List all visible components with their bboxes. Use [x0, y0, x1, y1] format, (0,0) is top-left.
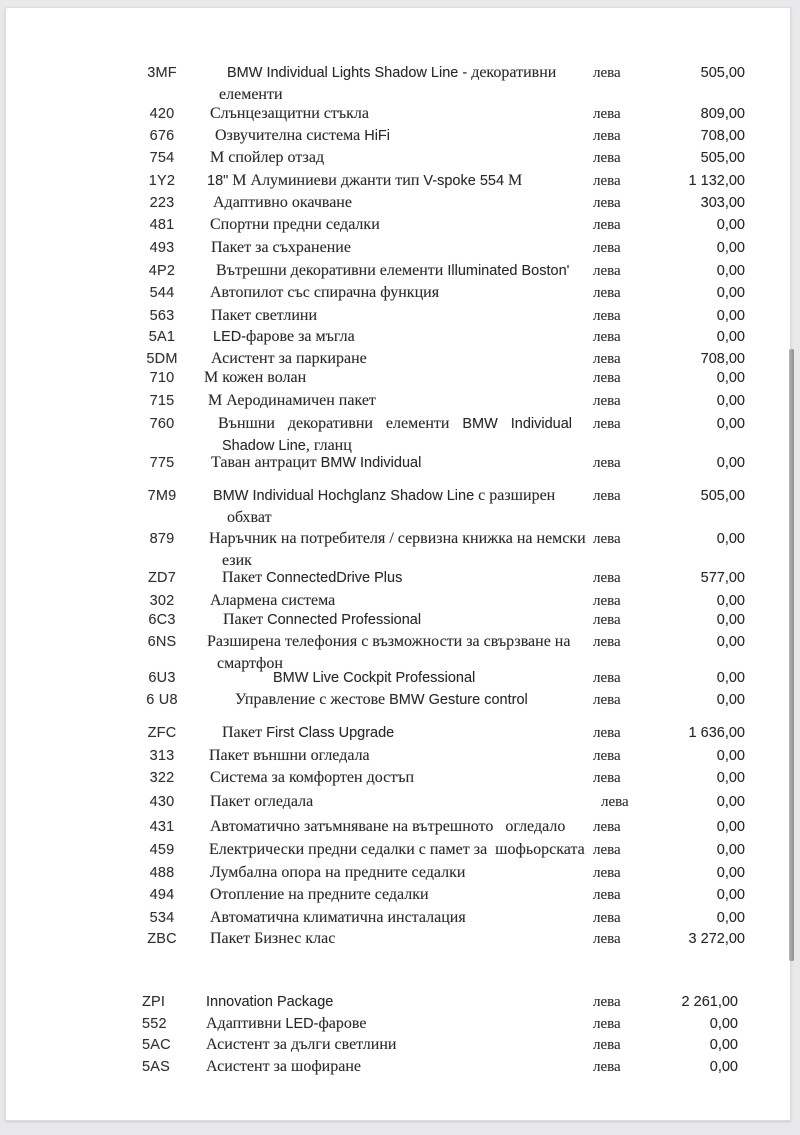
option-price: 0,00: [716, 240, 745, 256]
cyrillic-text-run: Пакет за съхранение: [211, 239, 351, 256]
latin-text-run: Shadow Line: [222, 438, 306, 454]
option-description: [210, 452, 594, 474]
latin-text-run: HiFi: [364, 128, 390, 144]
option-description: [210, 147, 594, 169]
cyrillic-text-run: с разширен: [474, 487, 556, 504]
option-price: 0,00: [716, 285, 745, 301]
currency-label: лева: [593, 106, 621, 122]
currency-label: лева: [593, 593, 621, 609]
currency-label: лева: [593, 842, 621, 858]
currency-label: лева: [593, 308, 621, 324]
cyrillic-text-run: , гланц: [305, 437, 352, 454]
cyrillic-text-run: Таван антрацит: [211, 454, 321, 471]
option-description-line: [227, 62, 594, 84]
cyrillic-text-run: Пакет: [222, 569, 267, 586]
cyrillic-text-run: език: [222, 552, 252, 569]
option-description-line: [209, 745, 594, 767]
option-code: 5AS: [142, 1059, 171, 1075]
option-description-line: [218, 413, 572, 435]
option-description: [206, 1013, 594, 1035]
option-price: 505,00: [700, 150, 745, 166]
cyrillic-text-run: Озвучителна система: [215, 127, 365, 144]
cyrillic-text-run: Пакет огледала: [210, 793, 314, 810]
option-code: 223: [149, 195, 175, 211]
option-code: 4P2: [148, 263, 176, 279]
option-description-line: [215, 125, 594, 147]
option-description-line: [227, 507, 594, 529]
cyrillic-text-run: Пакет външни огледала: [209, 747, 370, 764]
option-description-line: [211, 305, 594, 327]
currency-label: лева: [593, 819, 621, 835]
option-code: 313: [149, 748, 175, 764]
option-price: 0,00: [709, 1016, 738, 1032]
option-description: [210, 485, 594, 529]
currency-label: лева: [593, 351, 621, 367]
cyrillic-text-run: М Алуминиеви джанти тип: [228, 172, 424, 189]
option-description: [210, 745, 594, 767]
option-description-line: [213, 192, 594, 214]
option-price: 0,00: [716, 455, 745, 471]
option-description-line: [210, 816, 594, 838]
cyrillic-text-run: М спойлер отзад: [210, 149, 325, 166]
option-description-line: [210, 862, 594, 884]
cyrillic-text-run: Адаптивно окачване: [213, 194, 352, 211]
cyrillic-text-run: Наръчник на потребителя / сервизна книжка на немски: [209, 530, 586, 547]
option-description: [210, 884, 594, 906]
option-code: ZFC: [147, 725, 177, 741]
currency-label: лева: [593, 416, 621, 432]
option-price: 303,00: [700, 195, 745, 211]
cyrillic-text-run: М: [504, 172, 523, 189]
latin-text-run: Connected Professional: [267, 612, 422, 628]
option-description: [210, 237, 594, 259]
currency-label: лева: [593, 770, 621, 786]
option-price: 0,00: [716, 692, 745, 708]
option-price: 0,00: [716, 329, 745, 345]
option-description: [210, 214, 594, 236]
option-price: 0,00: [716, 217, 745, 233]
option-price: 2 261,00: [681, 994, 738, 1010]
latin-text-run: Innovation Package: [206, 994, 334, 1010]
currency-label: лева: [593, 150, 621, 166]
option-description: [210, 816, 594, 838]
option-description: [210, 282, 594, 304]
latin-text-run: LED-: [213, 329, 247, 345]
option-code: 563: [149, 308, 175, 324]
currency-label: лева: [593, 393, 621, 409]
option-code: 544: [149, 285, 175, 301]
option-code: 879: [149, 531, 175, 547]
option-description-line: [210, 214, 594, 236]
cyrillic-text-run: Разширена телефония с възможности за свързване на: [207, 633, 571, 650]
currency-label: лева: [593, 887, 621, 903]
option-description: [210, 528, 594, 572]
latin-text-run: LED-: [285, 1016, 319, 1032]
option-description-line: [211, 237, 594, 259]
option-price: 505,00: [700, 488, 745, 504]
cyrillic-text-run: Алармена система: [210, 592, 336, 609]
option-description: [210, 305, 594, 327]
cyrillic-text-run: Лумбална опора на предните седалки: [210, 864, 466, 881]
option-price: 0,00: [709, 1037, 738, 1053]
option-code: 430: [149, 794, 175, 810]
option-code: 6 U8: [146, 692, 178, 708]
option-description-line: [206, 991, 594, 1013]
option-code: 754: [149, 150, 175, 166]
currency-label: лева: [593, 329, 621, 345]
currency-label: лева: [593, 1016, 621, 1032]
option-price: 708,00: [700, 128, 745, 144]
currency-label: лева: [593, 634, 621, 650]
option-code: 6NS: [147, 634, 177, 650]
option-description: [210, 260, 594, 282]
option-description: [210, 326, 594, 348]
latin-text-run: BMW Individual Hochglanz Shadow Line: [213, 488, 475, 504]
option-price: 577,00: [700, 570, 745, 586]
option-price: 0,00: [716, 794, 745, 810]
cyrillic-text-run: Система за комфортен достъп: [210, 769, 415, 786]
option-code: 7M9: [147, 488, 177, 504]
option-price: 0,00: [716, 263, 745, 279]
option-description: [204, 367, 594, 389]
cyrillic-text-run: Пакет Бизнес клас: [210, 930, 336, 947]
option-code: 322: [149, 770, 175, 786]
cyrillic-text-run: обхват: [227, 509, 272, 526]
latin-text-run: BMW Live Cockpit Professional: [273, 670, 476, 686]
currency-label: лева: [593, 1037, 621, 1053]
option-code: ZD7: [148, 570, 176, 586]
option-description: [210, 862, 594, 884]
currency-label: лева: [593, 748, 621, 764]
option-description: [206, 1056, 594, 1078]
currency-label: лева: [593, 173, 621, 189]
option-code: 676: [149, 128, 175, 144]
option-description-line: [213, 485, 594, 507]
option-description-line: [210, 884, 594, 906]
cyrillic-text-run: М кожен волан: [204, 369, 307, 386]
cyrillic-text-run: М Аеродинамичен пакет: [208, 392, 376, 409]
option-price: 0,00: [716, 593, 745, 609]
option-description: [210, 390, 594, 412]
option-price: 0,00: [716, 865, 745, 881]
option-code: 552: [142, 1016, 167, 1032]
option-price: 0,00: [716, 748, 745, 764]
currency-label: лева: [593, 285, 621, 301]
option-description: [210, 609, 594, 631]
option-description-line: [222, 567, 594, 589]
option-description-line: [235, 689, 594, 711]
latin-text-run: BMW Individual: [462, 416, 573, 432]
option-description-line: [206, 1056, 594, 1078]
option-description-line: [210, 767, 594, 789]
cyrillic-text-run: Пакет: [223, 611, 268, 628]
cyrillic-text-run: фарове за мъгла: [246, 328, 355, 345]
option-code: 710: [149, 370, 175, 386]
cyrillic-text-run: Адаптивни: [206, 1015, 286, 1032]
option-description-line: [210, 103, 594, 125]
option-code: 775: [149, 455, 175, 471]
option-description-line: [210, 928, 594, 950]
cyrillic-text-run: Автоматична климатична инсталация: [210, 909, 466, 926]
option-description-line: [216, 260, 594, 282]
currency-label: лева: [593, 455, 621, 471]
option-description-line: [210, 791, 594, 813]
currency-label: лева: [593, 692, 621, 708]
option-price: 809,00: [700, 106, 745, 122]
option-description: [210, 791, 594, 813]
option-price: 0,00: [716, 612, 745, 628]
cyrillic-text-run: Пакет: [222, 724, 267, 741]
option-code: 488: [149, 865, 175, 881]
option-code: 5AC: [142, 1037, 171, 1053]
option-price: 0,00: [716, 770, 745, 786]
latin-text-run: BMW Individual Lights Shadow Line -: [227, 65, 468, 81]
option-description: [210, 125, 594, 147]
option-price: 0,00: [716, 634, 745, 650]
option-description-line: [273, 667, 594, 689]
option-description-line: [223, 609, 594, 631]
option-price: 0,00: [716, 819, 745, 835]
option-code: 6U3: [148, 670, 176, 686]
option-description: [210, 907, 594, 929]
currency-label: лева: [593, 570, 621, 586]
option-code: 302: [149, 593, 175, 609]
cyrillic-text-run: Асистент за паркиране: [211, 350, 367, 367]
option-description: [210, 667, 594, 689]
option-price: 0,00: [716, 393, 745, 409]
option-description: [210, 413, 594, 457]
currency-label: лева: [593, 931, 621, 947]
currency-label: лева: [593, 128, 621, 144]
option-price: 0,00: [716, 531, 745, 547]
option-price: 0,00: [716, 370, 745, 386]
cyrillic-text-run: Спортни предни седалки: [210, 216, 380, 233]
option-description-line: [208, 390, 594, 412]
currency-label: лева: [593, 263, 621, 279]
option-description: [210, 192, 594, 214]
cyrillic-text-run: смартфон: [217, 655, 283, 672]
currency-label: лева: [593, 865, 621, 881]
option-description-line: [209, 528, 594, 550]
option-code: 5DM: [146, 351, 178, 367]
option-description-line: [204, 367, 594, 389]
currency-label: лева: [593, 994, 621, 1010]
cyrillic-text-run: елементи: [219, 86, 283, 103]
option-description-line: [211, 452, 594, 474]
option-price: 0,00: [716, 910, 745, 926]
latin-text-run: ConnectedDrive Plus: [266, 570, 403, 586]
option-code: 494: [149, 887, 175, 903]
option-description: [210, 62, 594, 106]
option-description: [210, 839, 594, 861]
option-description-line: [209, 839, 594, 861]
currency-label: лева: [593, 217, 621, 233]
option-price: 0,00: [716, 887, 745, 903]
currency-label: лева: [593, 488, 621, 504]
option-code: 420: [149, 106, 175, 122]
option-code: 760: [149, 416, 175, 432]
latin-text-run: V-spoke 554: [423, 173, 505, 189]
option-description-line: [206, 1034, 594, 1056]
cyrillic-text-run: фарове: [318, 1015, 367, 1032]
option-price: 0,00: [709, 1059, 738, 1075]
option-code: 493: [149, 240, 175, 256]
latin-text-run: BMW Gesture control: [389, 692, 528, 708]
option-code: 481: [149, 217, 175, 233]
currency-label: лева: [593, 612, 621, 628]
option-price: 0,00: [716, 670, 745, 686]
currency-label: лева: [593, 725, 621, 741]
cyrillic-text-run: Отопление на предните седалки: [210, 886, 429, 903]
option-price: 0,00: [716, 416, 745, 432]
currency-label: лева: [601, 794, 629, 810]
option-description: [206, 991, 594, 1013]
cyrillic-text-run: Вътрешни декоративни елементи: [216, 262, 448, 279]
cyrillic-text-run: Автопилот със спирачна функция: [210, 284, 440, 301]
currency-label: лева: [593, 370, 621, 386]
option-code: 534: [149, 910, 175, 926]
option-code: 3MF: [147, 65, 177, 81]
option-description-line: [207, 170, 594, 192]
option-code: 431: [149, 819, 175, 835]
currency-label: лева: [593, 670, 621, 686]
option-description: [210, 103, 594, 125]
option-code: 5A1: [148, 329, 176, 345]
option-description: [210, 567, 594, 589]
option-description-line: [210, 282, 594, 304]
latin-text-run: BMW Individual: [320, 455, 422, 471]
option-description: [210, 722, 594, 744]
cyrillic-text-run: Слънцезащитни стъкла: [210, 105, 369, 122]
option-description: [210, 767, 594, 789]
latin-text-run: Illuminated Boston': [447, 263, 570, 279]
option-code: ZPI: [142, 994, 166, 1010]
currency-label: лева: [593, 531, 621, 547]
currency-label: лева: [593, 1059, 621, 1075]
cyrillic-text-run: Електрически предни седалки с памет за шофьорската: [209, 841, 585, 858]
currency-label: лева: [593, 65, 621, 81]
option-description: [210, 928, 594, 950]
option-price: 3 272,00: [688, 931, 745, 947]
option-description: [206, 1034, 594, 1056]
cyrillic-text-run: Асистент за шофиране: [206, 1058, 362, 1075]
currency-label: лева: [593, 240, 621, 256]
option-description-line: [222, 722, 594, 744]
currency-label: лева: [593, 195, 621, 211]
option-description: [207, 170, 594, 192]
option-description-line: [210, 147, 594, 169]
option-description-line: [206, 1013, 594, 1035]
option-code: 715: [149, 393, 175, 409]
option-code: 6C3: [148, 612, 176, 628]
latin-text-run: 18": [207, 173, 229, 189]
option-price: 505,00: [700, 65, 745, 81]
option-price: 0,00: [716, 842, 745, 858]
option-code: 459: [149, 842, 175, 858]
latin-text-run: First Class Upgrade: [266, 725, 395, 741]
option-code: 1Y2: [148, 173, 176, 189]
option-description: [210, 689, 594, 711]
cyrillic-text-run: Пакет светлини: [211, 307, 318, 324]
cyrillic-text-run: Външни декоративни елементи: [218, 415, 463, 432]
currency-label: лева: [593, 910, 621, 926]
option-price: 708,00: [700, 351, 745, 367]
option-description-line: [213, 326, 594, 348]
cyrillic-text-run: Асистент за дълги светлини: [206, 1036, 397, 1053]
option-price: 1 132,00: [688, 173, 745, 189]
cyrillic-text-run: декоративни: [467, 64, 557, 81]
option-price: 1 636,00: [688, 725, 745, 741]
option-code: ZBC: [147, 931, 177, 947]
option-description-line: [207, 631, 594, 653]
option-price: 0,00: [716, 308, 745, 324]
option-description-line: [210, 907, 594, 929]
cyrillic-text-run: Управление с жестове: [235, 691, 390, 708]
cyrillic-text-run: Автоматично затъмняване на вътрешното огледало: [210, 818, 566, 835]
